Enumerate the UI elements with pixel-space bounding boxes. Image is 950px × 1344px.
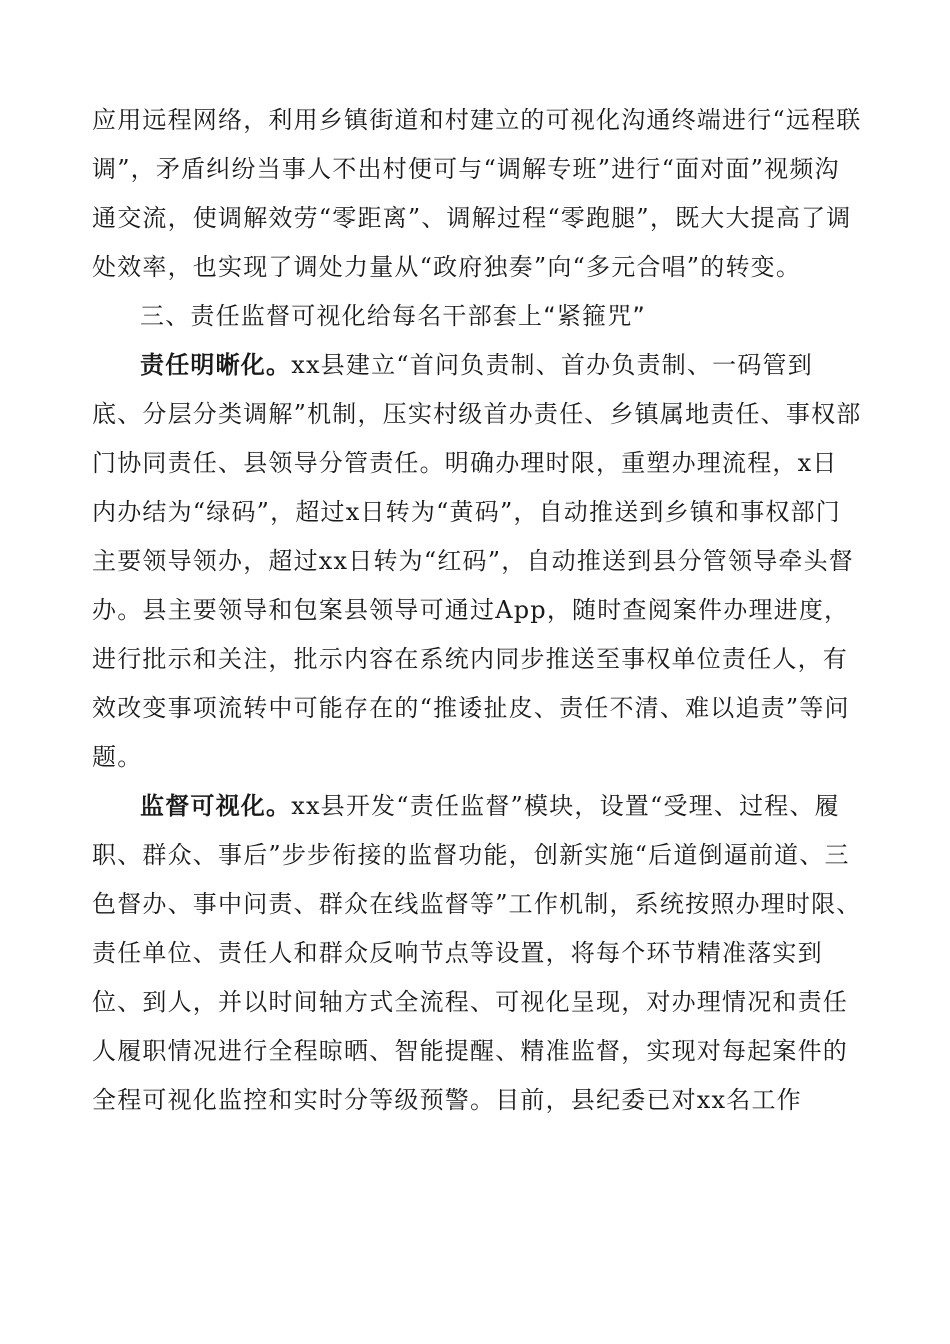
- paragraph-lead-title: 责任明晰化。: [140, 351, 292, 379]
- section-heading-3: [92, 292, 862, 341]
- heading-text: 三、责任监督可视化给每名干部套上“紧箍咒”: [140, 302, 647, 330]
- paragraph-supervision-visualization: [92, 782, 862, 1125]
- paragraph-text: xx县开发“责任监督”模块，设置“受理、过程、履职、群众、事后”步步衔接的监督功能，创新实施“后道倒逼前道、三色督办、事中问责、群众在线监督等”工作机制，系统按照办理时限、责任单位、责任人和群众反响节点等设置，将每个环节精准落实到位、到人，并以时间轴方式全流程、可视化呈现，对办理情况和责任人履职情况进行全程晾晒、智能提醒、精准监督，实现对每起案件的全程可视化监控和实时分等级预警。目前，县纪委已对xx名工作: [92, 792, 862, 1114]
- paragraph-text: 应用远程网络，利用乡镇街道和村建立的可视化沟通终端进行“远程联调”，矛盾纠纷当事人不出村便可与“调解专班”进行“面对面”视频沟通交流，使调解效劳“零距离”、调解过程“零跑腿”，既大大提高了调处效率，也实现了调处力量从“政府独奏”向“多元合唱”的转变。: [92, 106, 862, 281]
- paragraph-responsibility-clarity: [92, 341, 862, 782]
- document-body: [92, 96, 862, 1125]
- paragraph-lead-title: 监督可视化。: [140, 792, 292, 820]
- paragraph-text: xx县建立“首问负责制、首办负责制、一码管到底、分层分类调解”机制，压实村级首办责任、乡镇属地责任、事权部门协同责任、县领导分管责任。明确办理时限，重塑办理流程，x日内办结为“绿码”，超过x日转为“黄码”，自动推送到乡镇和事权部门主要领导领办，超过xx日转为“红码”，自动推送到县分管领导牵头督办。县主要领导和包案县领导可通过App，随时查阅案件办理进度，进行批示和关注，批示内容在系统内同步推送至事权单位责任人，有效改变事项流转中可能存在的“推诿扯皮、责任不清、难以追责”等问题。: [92, 351, 862, 771]
- paragraph-remote-mediation: [92, 96, 862, 292]
